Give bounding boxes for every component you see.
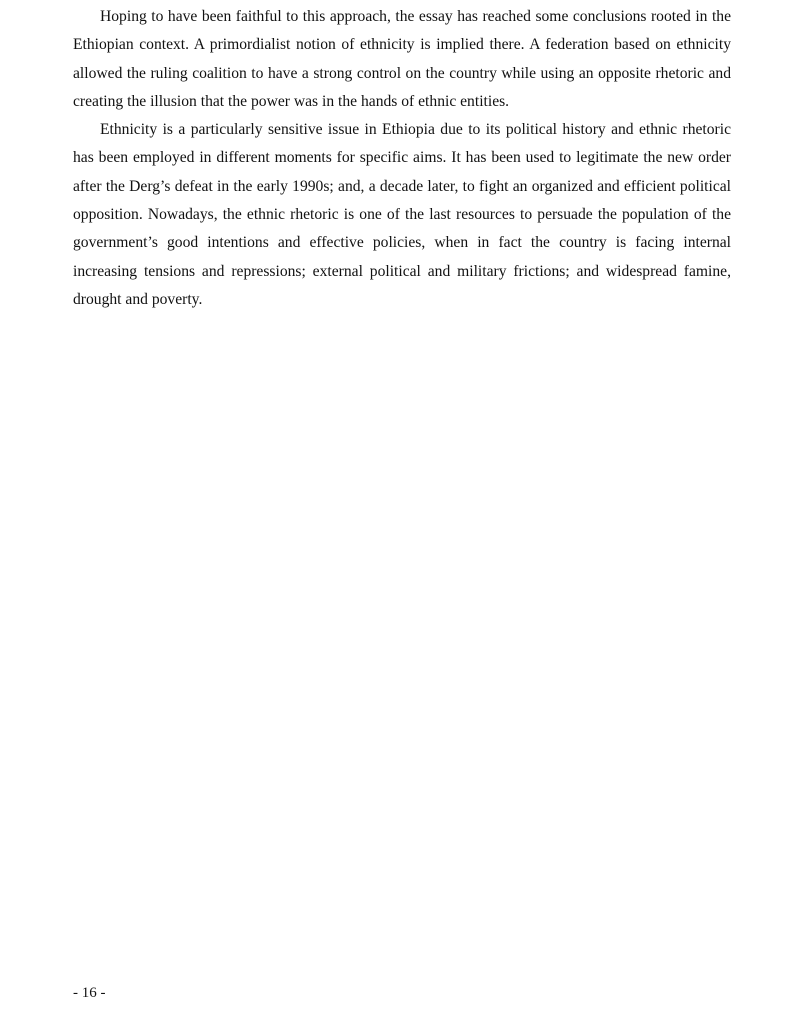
paragraph-conclusions: Hoping to have been faithful to this approach, the essay has reached some conclusions rooted in the Ethiopian context. A primordialist notion of ethnicity is implied there. A federation based on ethnicity allowed the ruling coalition to have a strong control on the country while using an opposite rhetoric and creating the illusion that the power was in the hands of ethnic entities. xyxy=(73,8,731,110)
body-text xyxy=(73,3,731,314)
paragraph-ethnicity: Ethnicity is a particularly sensitive issue in Ethiopia due to its political history and ethnic rhetoric has been employed in different moments for specific aims. It has been used to legitimate the new order after the Derg’s defeat in the early 1990s; and, a decade later, to fight an organized and efficient political opposition. Nowadays, the ethnic rhetoric is one of the last resources to persuade the population of the government’s good intentions and effective policies, when in fact the country is facing internal increasing tensions and repressions; external political and military frictions; and widespread famine, drought and poverty. xyxy=(73,121,731,308)
page-number: - 16 - xyxy=(73,985,106,1001)
